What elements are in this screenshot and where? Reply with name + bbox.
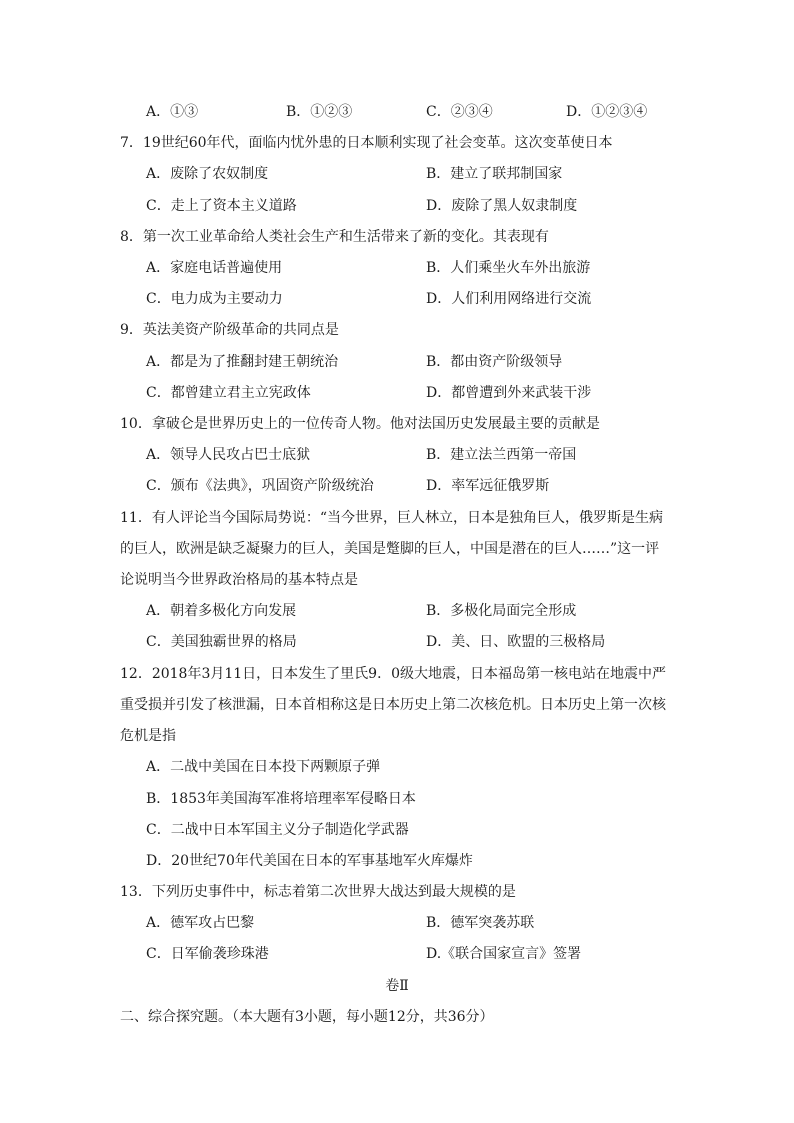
q10-option-c: C．颁布《法典》，巩固资产阶级统治 (146, 478, 374, 494)
q11-option-c: C．美国独霸世界的格局 (146, 634, 297, 650)
q6-option-b: B．①②③ (286, 104, 353, 120)
q7-stem: 7．19世纪60年代，面临内忧外患的日本顺利实现了社会变革。这次变革使日本 (120, 135, 613, 151)
section-heading: 二、综合探究题。（本大题有3小题，每小题12分，共36分） (120, 1009, 494, 1025)
q9-option-c: C．都曾建立君主立宪政体 (146, 385, 311, 401)
q12-option-b: B．1853年美国海军准将培理率军侵略日本 (146, 791, 416, 807)
q11-stem-line-1: 11．有人评论当今国际局势说：“当今世界，巨人林立，日本是独角巨人，俄罗斯是生病 (120, 510, 663, 526)
q7-option-c: C．走上了资本主义道路 (146, 198, 297, 214)
q8-option-b: B．人们乘坐火车外出旅游 (426, 260, 591, 276)
q9-option-a: A．都是为了推翻封建王朝统治 (146, 354, 339, 370)
q12-stem-line-3: 危机是指 (120, 728, 176, 744)
q10-option-d: D．率军远征俄罗斯 (426, 478, 550, 494)
q13-option-a: A．德军攻占巴黎 (146, 915, 255, 931)
q11-option-a: A．朝着多极化方向发展 (146, 603, 297, 619)
q11-option-b: B．多极化局面完全形成 (426, 603, 577, 619)
q6-option-a: A．①③ (146, 104, 199, 120)
q9-option-b: B．都由资产阶级领导 (426, 354, 563, 370)
q8-stem: 8．第一次工业革命给人类社会生产和生活带来了新的变化。其表现有 (120, 229, 549, 245)
volume-title: 卷Ⅱ (385, 978, 409, 994)
q13-option-d: D.《联合国家宣言》签署 (426, 946, 582, 962)
q6-option-c: C．②③④ (426, 104, 493, 120)
q7-option-d: D．废除了黑人奴隶制度 (426, 198, 578, 214)
q9-stem: 9．英法美资产阶级革命的共同点是 (120, 322, 339, 338)
q7-option-b: B．建立了联邦制国家 (426, 166, 563, 182)
q13-option-c: C．日军偷袭珍珠港 (146, 946, 269, 962)
q12-option-c: C．二战中日本军国主义分子制造化学武器 (146, 822, 409, 838)
q8-option-d: D．人们利用网络进行交流 (426, 291, 592, 307)
q11-stem-line-2: 的巨人，欧洲是缺乏凝聚力的巨人，美国是蹩脚的巨人，中国是潜在的巨人……”这一评 (120, 541, 660, 557)
q9-option-d: D．都曾遭到外来武装干涉 (426, 385, 592, 401)
q12-stem-line-2: 重受损并引发了核泄漏，日本首相称这是日本历史上第二次核危机。日本历史上第一次核 (120, 697, 666, 713)
q11-option-d: D．美、日、欧盟的三极格局 (426, 634, 606, 650)
q10-option-a: A．领导人民攻占巴士底狱 (146, 447, 311, 463)
q12-option-a: A．二战中美国在日本投下两颗原子弹 (146, 759, 381, 775)
q10-option-b: B．建立法兰西第一帝国 (426, 447, 577, 463)
q11-stem-line-3: 论说明当今世界政治格局的基本特点是 (120, 572, 358, 588)
q13-option-b: B．德军突袭苏联 (426, 915, 535, 931)
q8-option-c: C．电力成为主要动力 (146, 291, 283, 307)
q10-stem: 10．拿破仑是世界历史上的一位传奇人物。他对法国历史发展最主要的贡献是 (120, 416, 600, 432)
q13-stem: 13．下列历史事件中，标志着第二次世界大战达到最大规模的是 (120, 884, 516, 900)
q12-stem-line-1: 12．2018年3月11日，日本发生了里氏9．0级大地震，日本福岛第一核电站在地震中严 (120, 666, 666, 682)
q12-option-d: D．20世纪70年代美国在日本的军事基地军火库爆炸 (146, 853, 473, 869)
q7-option-a: A．废除了农奴制度 (146, 166, 269, 182)
q6-option-d: D．①②③④ (566, 104, 648, 120)
q8-option-a: A．家庭电话普遍使用 (146, 260, 283, 276)
